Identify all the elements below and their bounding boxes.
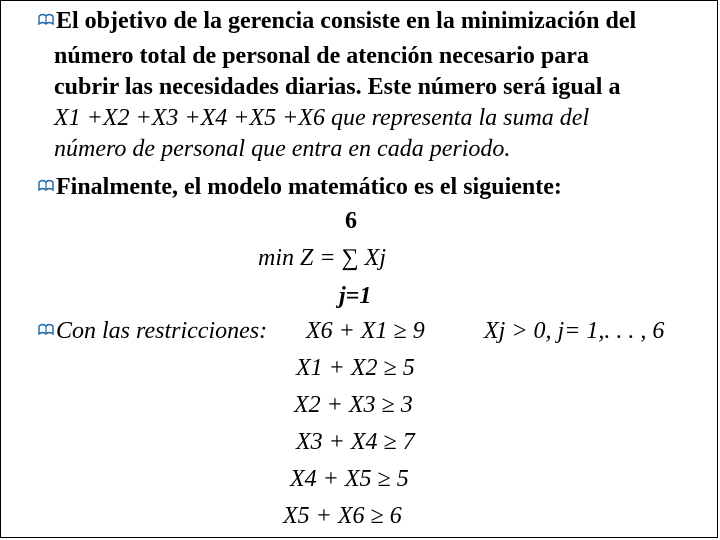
constraint-5: X4 + X5 ≥ 5	[290, 466, 409, 492]
domain-constraint: Xj > 0, j= 1,. . . , 6	[484, 318, 665, 344]
paragraph2-text: Finalmente, el modelo matemático es el siguiente:	[56, 174, 562, 200]
constraint-2: X1 + X2 ≥ 5	[296, 355, 415, 381]
paragraph1-line-2: número total de personal de atención necesario para	[54, 43, 589, 69]
paragraph1-line-1: El objetivo de la gerencia consiste en la minimización del	[56, 8, 637, 34]
paragraph1-line-5: número de personal que entra en cada periodo.	[54, 136, 511, 162]
objective-function: min Z = ∑ Xj	[258, 245, 386, 271]
paragraph1-line-3: cubrir las necesidades diarias. Este número será igual a	[54, 74, 621, 100]
constraints-label: Con las restricciones:	[56, 318, 268, 344]
constraint-4: X3 + X4 ≥ 7	[296, 429, 415, 455]
constraint-1: X6 + X1 ≥ 9	[306, 318, 425, 344]
book-bullet-icon	[38, 322, 54, 336]
constraint-3: X2 + X3 ≥ 3	[294, 392, 413, 418]
summation-lower-limit: j=1	[339, 283, 372, 309]
paragraph1-line-4: X1 +X2 +X3 +X4 +X5 +X6 que representa la suma del	[54, 105, 590, 131]
book-bullet-icon	[38, 178, 54, 192]
constraint-6: X5 + X6 ≥ 6	[283, 503, 402, 529]
book-bullet-icon	[38, 12, 54, 26]
summation-upper-limit: 6	[345, 208, 357, 234]
